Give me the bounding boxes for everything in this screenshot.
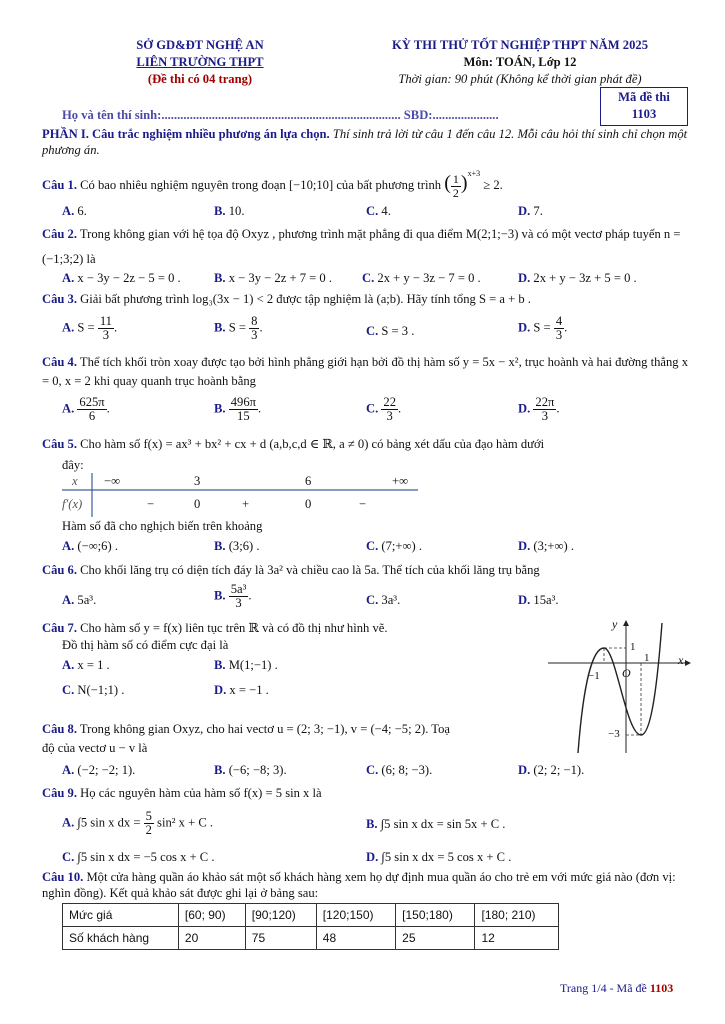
q1-label: Câu 1. xyxy=(42,177,77,192)
q5-text-cont: đây: xyxy=(62,458,84,472)
q7-text: Cho hàm số y = f(x) liên tục trên ℝ và có đồ thị như hình vẽ. xyxy=(80,621,388,635)
question-8 xyxy=(42,722,450,737)
q6-label: Câu 6. xyxy=(42,563,77,577)
part-heading xyxy=(42,126,690,158)
q7-y1-label: 1 xyxy=(630,641,636,653)
q2-option-c[interactable]: C. 2x + y − 3z − 7 = 0 . xyxy=(362,271,481,285)
footer-code: 1103 xyxy=(649,981,674,995)
dept-name: SỞ GD&ĐT NGHỆ AN xyxy=(136,38,264,52)
q7-graph-svg xyxy=(548,615,698,755)
q3-option-d[interactable]: D. S = $\frac{4}{3}$ . xyxy=(518,314,568,343)
q10-cell-2: 75 xyxy=(245,927,316,950)
q6-option-a[interactable]: A. 5a³. xyxy=(62,593,97,607)
exam-time: Thời gian: 90 phút (Không kể thời gian phát đề) xyxy=(398,72,642,86)
q10-header-1: [60; 90) xyxy=(178,904,245,927)
question-2 xyxy=(42,222,690,272)
q3-option-a[interactable]: A. S = $\frac{11}{3}$ . xyxy=(62,314,118,343)
q1-text-b: của bất phương trình xyxy=(336,177,442,192)
q7-x-label: x xyxy=(678,653,684,667)
q1-option-c[interactable]: C. 4. xyxy=(366,204,391,218)
q7-curve xyxy=(578,623,662,753)
sign-minus-1: − xyxy=(147,497,155,511)
exam-code: 1103 xyxy=(631,107,657,121)
pages-note: (Đề thi có 04 trang) xyxy=(147,72,253,86)
question-3 xyxy=(42,292,531,307)
q1-exponent: x+3 xyxy=(467,168,481,178)
sign-x-pos-inf: +∞ xyxy=(392,474,409,488)
q6-option-c[interactable]: C. 3a³. xyxy=(366,593,401,607)
question-10 xyxy=(42,869,690,901)
q4-label: Câu 4. xyxy=(42,355,77,369)
page-footer xyxy=(560,981,673,996)
q10-header-4: [150;180) xyxy=(396,904,475,927)
q4-option-b[interactable]: B. $\frac{496\pi}{15}$ . xyxy=(214,395,262,424)
q5-option-c[interactable]: C. (7;+∞) . xyxy=(366,539,422,553)
q10-text: Một cửa hàng quần áo khảo sát một số khách hàng xem họ dự định mua quần áo cho trẻ em với mức giá nào (đơn vị: nghìn đồng). Kết quả khảo sát được ghi lại ở bảng sau: xyxy=(42,870,676,900)
part-desc: Thí sinh trả lời từ câu 1 đến câu 12. Mỗi câu hỏi thí sinh chỉ chọn một phương án. xyxy=(42,127,688,157)
q4-option-a[interactable]: A. $\frac{625\pi}{6}$ . xyxy=(62,395,110,424)
q7-option-b[interactable]: B. M(1;−1) . xyxy=(214,658,278,672)
q2-text: Trong không gian với hệ tọa độ Oxyz , phương trình mặt phẳng đi qua điểm M(2;1;−3) và có một vectơ pháp tuyến n = (−1;3;2) là xyxy=(42,227,681,266)
footer-text: Trang 1/4 - Mã đề xyxy=(560,981,647,995)
q8-text-cont: độ của vectơ u − v là xyxy=(42,741,148,755)
q4-option-d[interactable]: D. $\frac{22\pi}{3}$ . xyxy=(518,395,560,424)
sign-x-3: 3 xyxy=(194,474,201,488)
q3-option-c[interactable]: C. S = 3 . xyxy=(366,324,415,338)
q1-option-d[interactable]: D. 7. xyxy=(518,204,543,218)
q10-cell-0: Số khách hàng xyxy=(63,927,179,950)
question-4 xyxy=(42,353,690,391)
exam-title: KỲ THI THỬ TỐT NGHIỆP THPT NĂM 2025 xyxy=(391,38,648,52)
q8-option-a[interactable]: A. (−2; −2; 1). xyxy=(62,763,136,777)
question-6 xyxy=(42,563,540,578)
school-name: LIÊN TRƯỜNG THPT xyxy=(136,55,264,69)
q10-cell-1: 20 xyxy=(178,927,245,950)
q1-option-b[interactable]: B. 10. xyxy=(214,204,245,218)
q7-xneg1-label: −1 xyxy=(588,670,600,682)
sign-zero-2: 0 xyxy=(305,497,312,511)
sign-x-neg-inf: −∞ xyxy=(104,474,121,488)
exam-code-box xyxy=(600,87,688,126)
q10-table xyxy=(62,903,559,950)
q10-cell-3: 48 xyxy=(316,927,395,950)
q5-option-b[interactable]: B. (3;6) . xyxy=(214,539,260,553)
question-1: Câu 1. Có bao nhiêu nghiệm nguyên trong đoạn [−10;10] của bất phương trình ( $\frac{1}{2}$ )$^{x+3}$ ≥ 2. xyxy=(42,168,503,200)
q7-option-c[interactable]: C. N(−1;1) . xyxy=(62,683,125,697)
q7-y-label: y xyxy=(612,617,618,631)
q3-text: Giải bất phương trình log₃(3x − 1) < 2 được tập nghiệm là (a;b). Hãy tính tổng S = a + b . xyxy=(80,292,531,306)
q4-option-c[interactable]: C. $\frac{22}{3}$ . xyxy=(366,395,402,424)
q6-option-b[interactable]: B. $\frac{\text{5a³}}{3}$ . xyxy=(214,582,252,611)
q7-option-a[interactable]: A. x = 1 . xyxy=(62,658,110,672)
q8-option-d[interactable]: D. (2; 2; −1). xyxy=(518,763,585,777)
q2-option-a[interactable]: A. x − 3y − 2z − 5 = 0 . xyxy=(62,271,181,285)
q6-text: Cho khối lăng trụ có diện tích đáy là 3a² và chiều cao là 5a. Thể tích của khối lăng trụ bằng xyxy=(80,563,540,577)
q5-label: Câu 5. xyxy=(42,437,77,451)
q10-header-3: [120;150) xyxy=(316,904,395,927)
student-info-line: Họ và tên thí sinh:............................................................................ SBD:..................... xyxy=(62,108,499,122)
sign-x-label: x xyxy=(72,474,78,488)
sign-fprime-label: f′(x) xyxy=(62,497,83,511)
q3-option-b[interactable]: B. S = $\frac{8}{3}$ . xyxy=(214,314,263,343)
q10-label: Câu 10. xyxy=(42,870,84,884)
q10-cell-4: 25 xyxy=(396,927,475,950)
q9-option-a[interactable]: A. ∫5 sin x dx = $\frac{5}{2}$ sin² x + C . xyxy=(62,809,214,838)
table-row xyxy=(63,904,559,927)
q9-option-b[interactable]: B. ∫5 sin x dx = sin 5x + C . xyxy=(366,817,506,831)
q9-option-d[interactable]: D. ∫5 sin x dx = 5 cos x + C . xyxy=(366,850,512,864)
q5-option-a[interactable]: A. (−∞;6) . xyxy=(62,539,118,553)
q10-header-0: Mức giá xyxy=(63,904,179,927)
q2-label: Câu 2. xyxy=(42,227,77,241)
q8-text: Trong không gian Oxyz, cho hai vectơ u = (2; 3; −1), v = (−4; −5; 2). Toạ xyxy=(79,722,451,736)
q7-option-d[interactable]: D. x = −1 . xyxy=(214,683,269,697)
q5-after: Hàm số đã cho nghịch biến trên khoảng xyxy=(62,519,263,533)
q7-graph xyxy=(548,615,698,755)
q1-text-a: Có bao nhiêu nghiệm nguyên trong đoạn xyxy=(80,177,286,192)
subject: Môn: TOÁN, Lớp 12 xyxy=(463,55,577,69)
q5-option-d[interactable]: D. (3;+∞) . xyxy=(518,539,574,553)
q7-origin-label: O xyxy=(622,666,631,680)
q3-label: Câu 3. xyxy=(42,292,77,306)
q8-option-c[interactable]: C. (6; 8; −3). xyxy=(366,763,433,777)
sign-minus-2: − xyxy=(359,497,367,511)
q7-yneg3-label: −3 xyxy=(608,728,620,740)
q8-label: Câu 8. xyxy=(42,722,77,736)
q6-option-d[interactable]: D. 15a³. xyxy=(518,593,559,607)
q10-cell-5: 12 xyxy=(475,927,559,950)
q7-x1-label: 1 xyxy=(644,652,650,664)
q8-option-b[interactable]: B. (−6; −8; 3). xyxy=(214,763,287,777)
q1-interval: [−10;10] xyxy=(288,177,334,192)
table-row xyxy=(63,927,559,950)
question-9 xyxy=(42,786,322,801)
q2-option-d[interactable]: D. 2x + y − 3z + 5 = 0 . xyxy=(518,271,637,285)
sign-x-6: 6 xyxy=(305,474,312,488)
sign-plus: + xyxy=(242,497,250,511)
q1-rhs: ≥ 2. xyxy=(483,177,503,192)
q4-text: Thể tích khối tròn xoay được tạo bởi hình phẳng giới hạn bởi đồ thị hàm số y = 5x − x², trục hoành và hai đường thẳng x = 0, x = 2 khi quay quanh trục hoành bằng xyxy=(42,355,689,388)
part-title: PHẦN I. Câu trắc nghiệm nhiều phương án lựa chọn. xyxy=(42,127,330,141)
sign-table xyxy=(62,473,418,517)
q9-text: Họ các nguyên hàm của hàm số f(x) = 5 sin x là xyxy=(80,786,322,800)
exam-code-label: Mã đề thi xyxy=(618,90,670,104)
q7-label: Câu 7. xyxy=(42,621,77,635)
q9-option-c[interactable]: C. ∫5 sin x dx = −5 cos x + C . xyxy=(62,850,215,864)
question-7 xyxy=(42,620,388,636)
q10-header-5: [180; 210) xyxy=(475,904,559,927)
q9-label: Câu 9. xyxy=(42,786,77,800)
q10-header-2: [90;120) xyxy=(245,904,316,927)
q5-text: Cho hàm số f(x) = ax³ + bx² + cx + d (a,b,c,d ∈ ℝ, a ≠ 0) có bảng xét dấu của đạo hàm dưới xyxy=(80,437,545,451)
q1-option-a[interactable]: A. 6. xyxy=(62,204,87,218)
q2-option-b[interactable]: B. x − 3y − 2z + 7 = 0 . xyxy=(214,271,332,285)
q7-text-cont: Đồ thị hàm số có điểm cực đại là xyxy=(62,638,229,652)
sign-zero-1: 0 xyxy=(194,497,201,511)
question-5 xyxy=(42,436,544,452)
